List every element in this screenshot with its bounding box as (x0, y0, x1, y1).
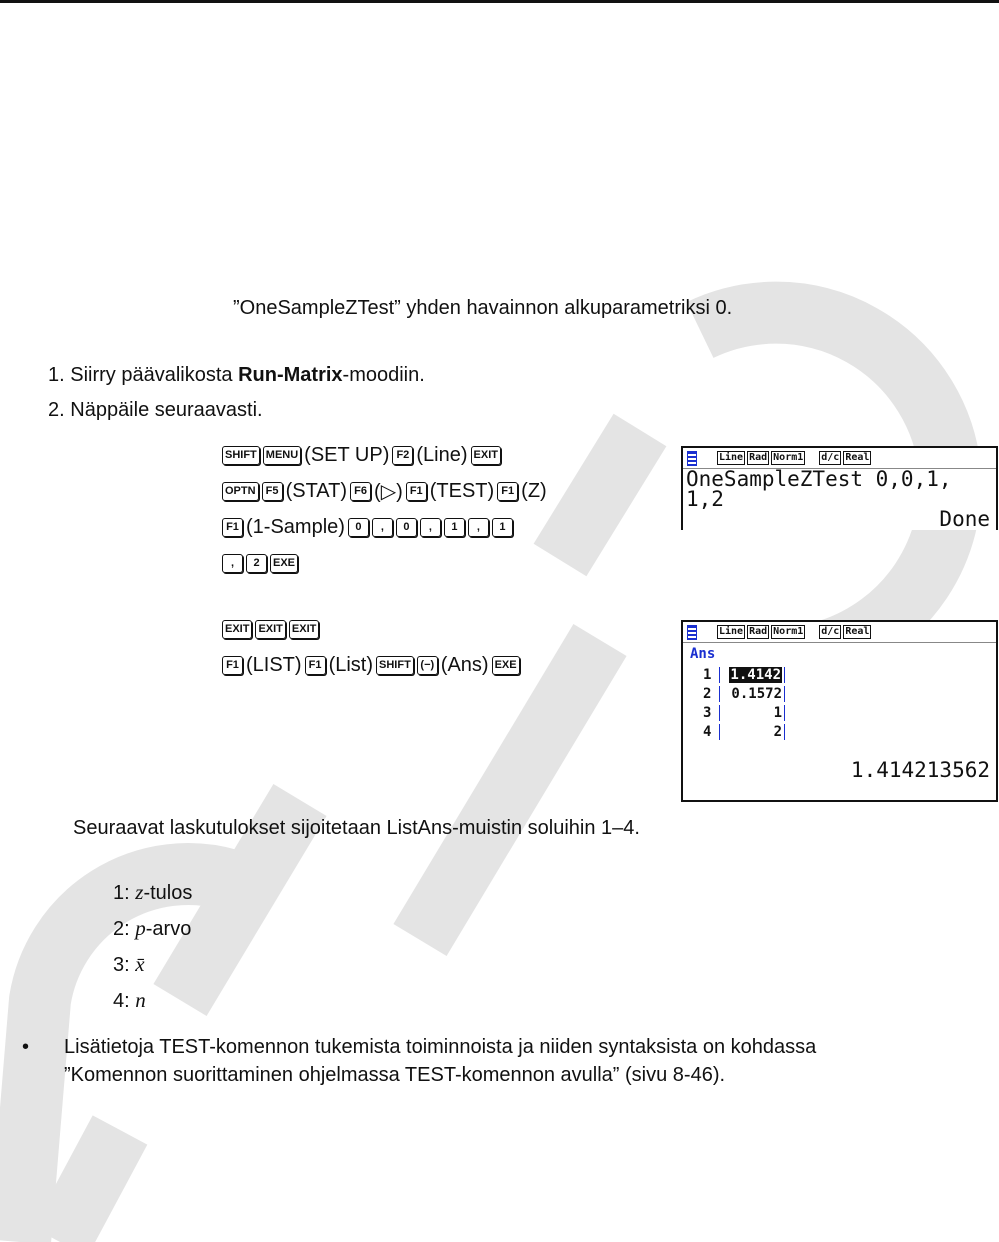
key-1-icon: 1 (444, 518, 465, 537)
ans-value: 1.4142 (730, 666, 781, 683)
key-exit-icon: EXIT (471, 446, 501, 465)
key-line (222, 478, 547, 504)
ans-label: Ans (690, 646, 716, 662)
key-0-icon: 0 (348, 518, 369, 537)
ans-index: 1 (703, 666, 712, 683)
key-line (222, 514, 513, 540)
ans-value: 0.1572 (731, 685, 782, 702)
key-comma-icon: , (420, 518, 441, 537)
key-shift-icon: SHIFT (222, 446, 260, 465)
key-line (222, 652, 520, 678)
status-indicator: Line (719, 626, 744, 637)
screen-result: 1.414213562 (850, 758, 990, 782)
results-text: Seuraavat laskutulokset sijoitetaan ListAns-muistin soluihin 1–4. (73, 817, 640, 839)
key-comma-icon: , (468, 518, 489, 537)
key-exit-icon: EXIT (289, 620, 319, 639)
key-caption: (Ans) (440, 653, 489, 676)
key-menu-icon: MENU (263, 446, 301, 465)
key-0-icon: 0 (396, 518, 417, 537)
status-indicator: Line (719, 452, 744, 463)
key-caption: (STAT) (285, 479, 348, 502)
top-rule (0, 0, 999, 3)
calculator-screen-1 (681, 446, 998, 530)
status-indicator: Norm1 (773, 452, 804, 463)
key-f1-icon: F1 (406, 482, 427, 501)
status-indicator: d/c (821, 452, 840, 463)
step-1: 1. Siirry päävalikosta Run-Matrix-moodiin. (48, 364, 425, 386)
status-indicator: Real (845, 626, 870, 637)
key-f1-icon: F1 (222, 656, 243, 675)
status-indicator: Norm1 (773, 626, 804, 637)
key-f5-icon: F5 (262, 482, 283, 501)
status-indicator: d/c (821, 626, 840, 637)
key-caption: (TEST) (429, 479, 495, 502)
screen-input-line: OneSampleZTest 0,0,1, (686, 467, 952, 491)
result-symbol: x̄ (135, 952, 145, 976)
key-f1-icon: F1 (497, 482, 518, 501)
status-indicator: Rad (749, 626, 768, 637)
key-exe-icon: EXE (270, 554, 298, 573)
ans-value: 1 (773, 704, 782, 721)
status-indicator: Rad (749, 452, 768, 463)
key-caption: (Z) (521, 479, 547, 502)
key-exit-icon: EXIT (255, 620, 285, 639)
result-number: 4: (113, 990, 130, 1012)
ans-row (703, 722, 996, 741)
intro-text: ”OneSampleZTest” yhden havainnon alkuparametriksi 0. (233, 297, 733, 319)
key-comma-icon: , (372, 518, 393, 537)
status-bar (683, 448, 996, 469)
ans-value: 2 (773, 723, 782, 740)
key-f2-icon: F2 (392, 446, 413, 465)
step-2: 2. Näppäile seuraavasti. (48, 399, 263, 421)
key-caption: (List) (328, 653, 374, 676)
result-symbol: n (135, 988, 146, 1012)
result-symbol: z (135, 880, 144, 904)
key-f1-icon: F1 (305, 656, 326, 675)
result-item (113, 916, 191, 941)
key-exit-icon: EXIT (222, 620, 252, 639)
status-indicator: Real (845, 452, 870, 463)
key-caption: (1-Sample) (246, 515, 345, 538)
key-caption: (SET UP) (304, 443, 390, 466)
key-line (222, 442, 501, 468)
note-line-1: Lisätietoja TEST-komennon tukemista toiminnoista ja niiden syntaksista on kohdassa (64, 1036, 817, 1058)
key-line (222, 616, 319, 642)
ans-row (703, 665, 996, 684)
key-optn-icon: OPTN (222, 482, 259, 501)
note-line-2: ”Komennon suorittaminen ohjelmassa TEST-komennon avulla” (sivu 8-46). (64, 1064, 726, 1086)
status-bar (683, 622, 996, 643)
result-symbol: p (135, 916, 146, 940)
key-exe-icon: EXE (492, 656, 520, 675)
key-shift-icon: SHIFT (376, 656, 414, 675)
key-f6-icon: F6 (350, 482, 371, 501)
ans-row (703, 703, 996, 722)
key-caption: (Line) (416, 443, 468, 466)
key-line (222, 550, 298, 576)
result-label: -tulos (143, 882, 193, 904)
result-item (113, 880, 192, 905)
key-comma-icon: , (222, 554, 243, 573)
ans-index: 2 (703, 685, 712, 702)
result-number: 2: (113, 918, 130, 940)
battery-icon (687, 625, 697, 640)
ans-row (703, 684, 996, 703)
ans-index: 4 (703, 723, 712, 740)
key-2-icon: 2 (246, 554, 267, 573)
screen-result: Done (939, 507, 990, 531)
key-f1-icon: F1 (222, 518, 243, 537)
result-item (113, 988, 146, 1013)
key-comma-icon: (−) (417, 656, 438, 675)
key-caption: (▷) (374, 480, 403, 503)
battery-icon (687, 451, 697, 466)
ans-index: 3 (703, 704, 712, 721)
calculator-screen-2 (681, 620, 998, 802)
ans-list (703, 665, 996, 741)
screen-input-line: 1,2 (686, 487, 724, 511)
result-number: 3: (113, 954, 130, 976)
result-label: -arvo (145, 918, 192, 940)
key-1-icon: 1 (492, 518, 513, 537)
key-caption: (LIST) (246, 653, 302, 676)
result-item (113, 952, 145, 977)
note-bullet: • (22, 1036, 30, 1058)
result-number: 1: (113, 882, 130, 904)
